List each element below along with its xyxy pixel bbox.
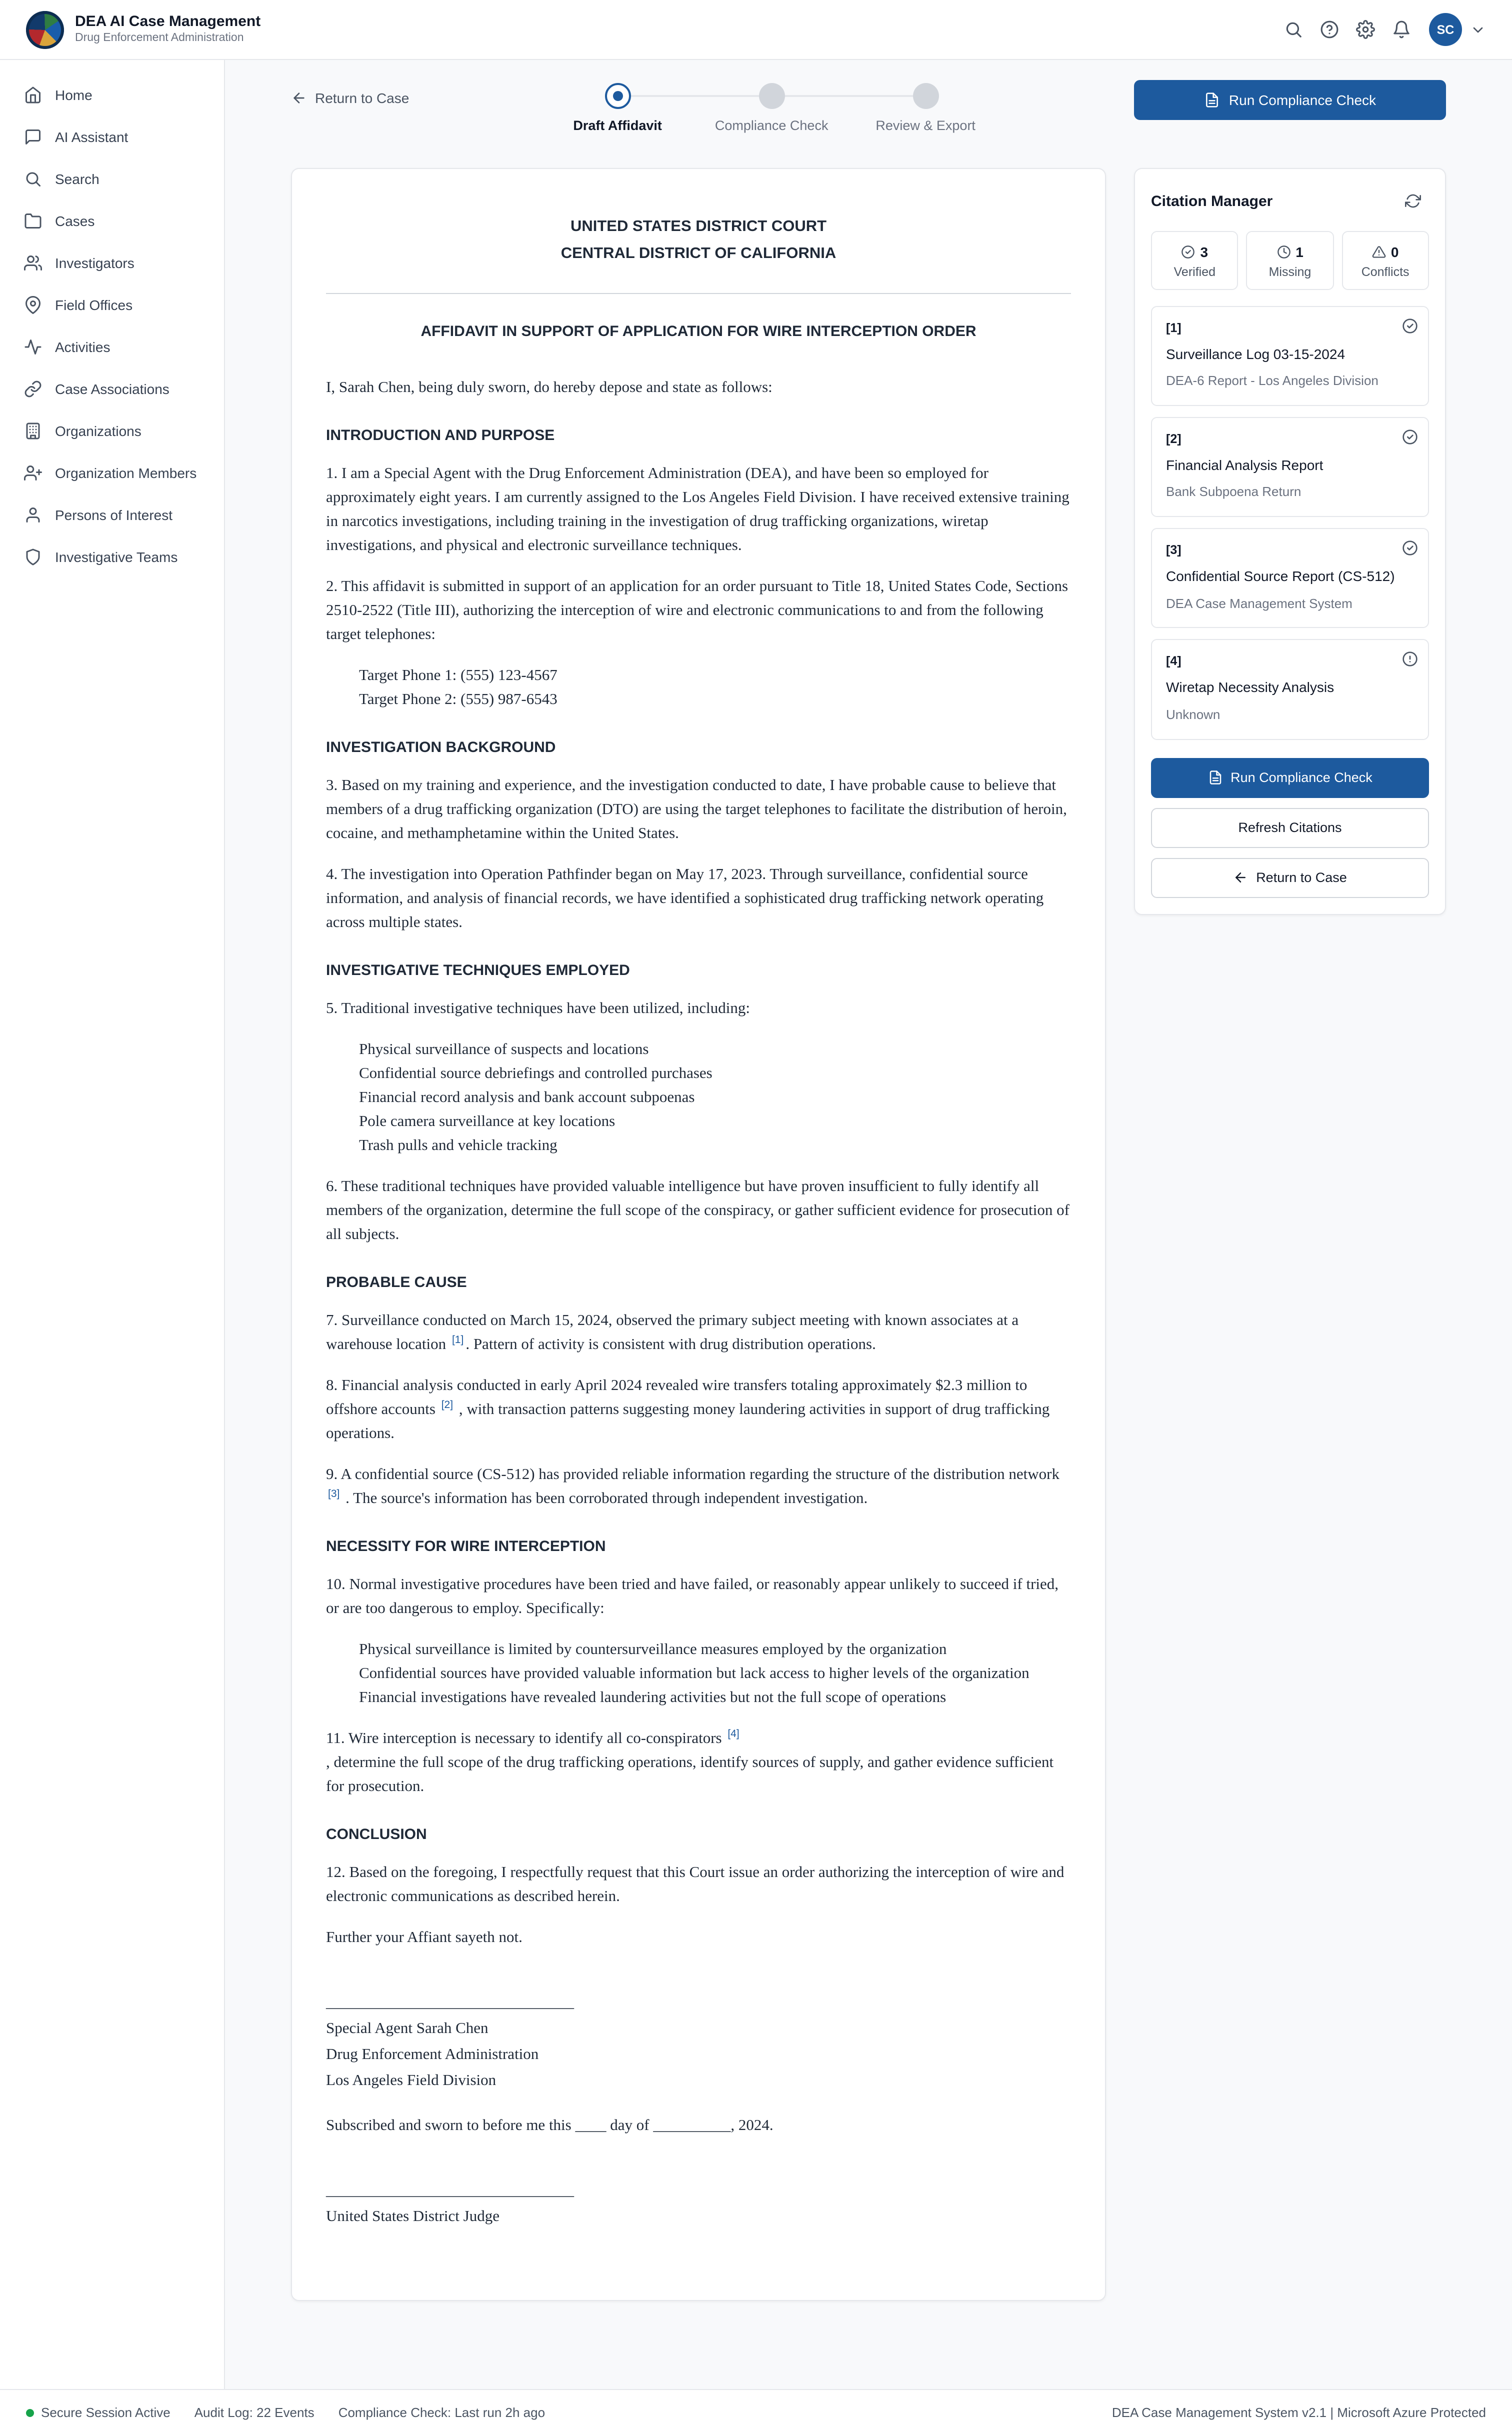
citation-marker[interactable]: [3] — [328, 1488, 340, 1500]
sidebar-item-field-offices[interactable] — [0, 284, 224, 326]
citation-status-missing — [1402, 652, 1418, 672]
home-icon — [24, 86, 42, 104]
citation-title: Wiretap Necessity Analysis — [1166, 679, 1334, 696]
sidebar-item-label: Organization Members — [55, 465, 197, 481]
section-heading: INTRODUCTION AND PURPOSE — [326, 427, 555, 444]
paragraph: 12. Based on the foregoing, I respectfully request that this Court issue an order authorizing the interception of wire and electronic communications as described herein. — [326, 1864, 1064, 1905]
panel-return-to-case-button[interactable] — [1151, 858, 1429, 898]
document-title: AFFIDAVIT IN SUPPORT OF APPLICATION FOR WIRE INTERCEPTION ORDER — [420, 323, 976, 340]
clock-icon — [1276, 245, 1290, 259]
stat-top — [1182, 244, 1208, 260]
section-heading: PROBABLE CAUSE — [326, 1274, 467, 1291]
message-square-icon — [24, 128, 42, 146]
list-item: Physical surveillance is limited by countersurveillance measures employed by the organization — [359, 1641, 947, 1658]
search-icon — [1284, 20, 1302, 39]
citation-manager-title: Citation Manager — [1151, 192, 1273, 210]
citation-manager-card — [1134, 168, 1446, 914]
citation-source: Unknown — [1166, 706, 1220, 722]
section-heading: INVESTIGATIVE TECHNIQUES EMPLOYED — [326, 962, 630, 979]
stepper-connector — [630, 95, 758, 97]
brand — [26, 10, 260, 48]
sidebar-item-label: Field Offices — [55, 297, 133, 313]
paragraph: 7. Surveillance conducted on March 15, 2024, observed the primary subject meeting with known associates at a warehouse location [1] . Pattern of activity is consistent with drug distribution operations. — [326, 1312, 1019, 1353]
secure-session-indicator — [26, 2408, 34, 2416]
stat-top — [1372, 244, 1399, 260]
sidebar-item-label: Case Associations — [55, 381, 170, 397]
step-compliance-check[interactable] — [714, 80, 828, 133]
citation-card[interactable] — [1151, 528, 1429, 628]
citation-ref: [1] — [1166, 321, 1182, 335]
main-row — [0, 60, 1512, 2389]
document-divider — [326, 293, 1071, 294]
sidebar-item-label: Persons of Interest — [55, 507, 173, 523]
refresh-citations-icon-button[interactable] — [1397, 185, 1429, 217]
user-menu-chevron-wrap[interactable] — [1470, 22, 1486, 38]
link-icon — [24, 380, 42, 398]
stat-conflicts — [1342, 231, 1429, 290]
citation-card[interactable] — [1151, 640, 1429, 740]
footer-status-text: Audit Log: 22 Events — [194, 2405, 314, 2420]
panel-return-to-case-label: Return to Case — [1256, 870, 1347, 886]
affidavit-document — [291, 168, 1106, 2301]
user-plus-icon — [24, 464, 42, 482]
refresh-cw-icon — [1405, 193, 1421, 209]
court-lines — [326, 213, 1071, 267]
citation-source: DEA Case Management System — [1166, 596, 1352, 611]
sidebar-item-label: Organizations — [55, 423, 142, 439]
status-bar — [0, 2389, 1512, 2435]
citation-status-verified — [1402, 318, 1418, 339]
arrow-left-icon-wrap — [291, 90, 307, 106]
court-line: UNITED STATES DISTRICT COURT — [570, 218, 827, 235]
court-line: CENTRAL DISTRICT OF CALIFORNIA — [560, 245, 836, 262]
stat-count: 0 — [1390, 244, 1399, 260]
document-list — [326, 1038, 1071, 1158]
alert-circle-icon — [1402, 652, 1418, 668]
citation-marker[interactable]: [2] — [441, 1398, 454, 1411]
footer-status-text: Secure Session Active — [41, 2405, 170, 2420]
paragraph: 1. I am a Special Agent with the Drug Enforcement Administration (DEA), and have been so employed for approximately eight years. I am currently assigned to the Los Angeles Field Division. I have received extensive training in narcotics investigations, including training in the investigation of drug trafficking organizations, wiretap investigations, and physical and electronic surveillance techniques. — [326, 465, 1070, 554]
citation-stats — [1151, 231, 1429, 290]
signature-line: Drug Enforcement Administration — [326, 2046, 539, 2063]
sidebar-item-case-associations[interactable] — [0, 368, 224, 410]
check-circle-icon — [1402, 318, 1418, 334]
dea-seal-logo — [26, 10, 64, 48]
citation-card[interactable] — [1151, 306, 1429, 406]
paragraph: I, Sarah Chen, being duly sworn, do hereby depose and state as follows: — [326, 379, 772, 396]
section-heading: INVESTIGATION BACKGROUND — [326, 739, 556, 756]
citation-title: Confidential Source Report (CS-512) — [1166, 568, 1395, 584]
sidebar-item-label: Investigators — [55, 255, 134, 271]
sidebar-item-label: Home — [55, 87, 92, 103]
stepper-connector — [784, 95, 912, 97]
main-content — [225, 60, 1512, 2389]
file-text-icon — [1204, 92, 1220, 108]
citation-marker[interactable]: [1] — [452, 1334, 464, 1346]
list-item: Pole camera surveillance at key locations — [359, 1113, 616, 1130]
check-circle-icon — [1182, 245, 1196, 259]
step-review-export[interactable] — [876, 80, 976, 133]
sidebar-item-label: Search — [55, 171, 100, 187]
paragraph: 3. Based on my training and experience, and the investigation conducted to date, I have probable cause to believe that members of a drug trafficking organization (DTO) are using the target telephones to facilitate the distribution of heroin, cocaine, and methamphetamine within the United States. — [326, 777, 1067, 842]
sidebar-item-persons-of-interest[interactable] — [0, 494, 224, 536]
brand-text — [75, 12, 260, 46]
search-icon — [24, 170, 42, 188]
signature-line: United States District Judge — [326, 2208, 500, 2225]
citation-ref: [4] — [1166, 654, 1182, 668]
signature-line: ________________________________ — [326, 1994, 574, 2011]
sidebar-nav — [0, 60, 225, 2389]
map-pin-icon — [24, 296, 42, 314]
header-search-button[interactable] — [1277, 14, 1309, 46]
signature-block — [326, 2178, 1071, 2230]
paragraph: 11. Wire interception is necessary to identify all co-conspirators [4] , determine the full scope of the drug trafficking operations, identify sources of supply, and gather evidence sufficient for prosecution. — [326, 1728, 1054, 1795]
list-item: Trash pulls and vehicle tracking — [359, 1137, 558, 1154]
app-title: DEA AI Case Management — [75, 12, 261, 30]
footer-status-0 — [26, 2405, 170, 2420]
citation-list — [1151, 306, 1429, 740]
panel-run-compliance-label: Run Compliance Check — [1230, 770, 1372, 786]
step-draft-affidavit[interactable] — [573, 80, 662, 133]
alert-triangle-icon — [1372, 245, 1386, 259]
signature-line: Special Agent Sarah Chen — [326, 2020, 488, 2037]
paragraph: 9. A confidential source (CS-512) has provided reliable information regarding the structure of the distribution network [3] . The source's information has been corroborated through independent investigation. — [326, 1466, 1060, 1507]
sidebar-item-cases[interactable] — [0, 200, 224, 242]
app-subtitle: Drug Enforcement Administration — [75, 32, 244, 44]
settings-icon — [1356, 20, 1374, 39]
paragraph: Further your Affiant sayeth not. — [326, 1929, 522, 1946]
run-compliance-check-button[interactable] — [1134, 80, 1446, 120]
header-help-circle-button[interactable] — [1313, 14, 1345, 46]
list-item: Physical surveillance of suspects and locations — [359, 1041, 649, 1058]
users-icon — [24, 254, 42, 272]
citation-marker[interactable]: [4] — [728, 1728, 740, 1740]
sidebar-item-search[interactable] — [0, 158, 224, 200]
step-label: Compliance Check — [714, 118, 828, 133]
footer-status-1 — [194, 2405, 314, 2420]
arrow-left-icon — [291, 90, 307, 106]
list-item: Financial record analysis and bank account subpoenas — [359, 1089, 695, 1106]
app-header — [0, 0, 1512, 60]
stat-top — [1276, 244, 1304, 260]
paragraph: 8. Financial analysis conducted in early April 2024 revealed wire transfers totaling approximately $2.3 million to offshore accounts [2] , with transaction patterns suggesting money laundering activities in support of drug trafficking operations. — [326, 1377, 1050, 1442]
header-actions-group — [1277, 13, 1486, 46]
panel-run-compliance-check-button[interactable] — [1151, 758, 1429, 798]
header-actions — [1277, 14, 1417, 46]
arrow-left-icon — [1233, 870, 1248, 885]
file-text-icon-wrap — [1204, 92, 1220, 108]
stat-count: 1 — [1296, 244, 1304, 260]
list-item: Financial investigations have revealed laundering activities but not the full scope of operations — [359, 1689, 946, 1706]
section-heading: NECESSITY FOR WIRE INTERCEPTION — [326, 1538, 606, 1555]
return-to-case-link[interactable] — [291, 90, 409, 106]
sidebar-item-label: Cases — [55, 213, 95, 229]
activity-icon — [24, 338, 42, 356]
stat-label: Missing — [1268, 265, 1312, 279]
citation-status-verified — [1402, 429, 1418, 450]
step-indicator — [604, 83, 630, 109]
signature-block — [326, 1990, 1071, 2094]
step-indicator — [912, 83, 938, 109]
paragraph: 4. The investigation into Operation Pathfinder began on May 17, 2023. Through surveillance, confidential source information, and analysis of financial records, we have identified a sophisticated drug trafficking network operating across multiple states. — [326, 866, 1044, 931]
stat-count: 3 — [1200, 244, 1208, 260]
sidebar-item-investigators[interactable] — [0, 242, 224, 284]
sidebar-item-organization-members[interactable] — [0, 452, 224, 494]
chevron-down-icon — [1470, 22, 1486, 38]
step-indicator — [758, 83, 784, 109]
stat-verified — [1151, 231, 1238, 290]
list-item: Target Phone 1: (555) 123-4567 — [359, 667, 558, 684]
stepper-container — [409, 80, 1134, 138]
sidebar-item-label: AI Assistant — [55, 129, 128, 145]
stepper — [573, 80, 976, 138]
folder-icon — [24, 212, 42, 230]
status-bar-left — [26, 2405, 545, 2420]
paragraph: Subscribed and sworn to before me this ____ day of __________, 2024. — [326, 2117, 774, 2134]
citation-status-verified — [1402, 540, 1418, 562]
citation-source: Bank Subpoena Return — [1166, 484, 1302, 500]
citation-card[interactable] — [1151, 417, 1429, 517]
paragraph: 10. Normal investigative procedures have been tried and have failed, or reasonably appear unlikely to succeed if tried, or are too dangerous to employ. Specifically: — [326, 1576, 1059, 1617]
citation-ref: [3] — [1166, 543, 1182, 558]
stat-label: Conflicts — [1361, 265, 1410, 279]
document-list — [326, 1638, 1071, 1710]
sidebar-item-label: Investigative Teams — [55, 549, 178, 565]
bell-icon — [1392, 20, 1410, 39]
list-item: Target Phone 2: (555) 987-6543 — [359, 691, 558, 708]
sidebar-item-ai-assistant[interactable] — [0, 116, 224, 158]
stat-missing — [1246, 231, 1334, 290]
paragraph: 2. This affidavit is submitted in support of an application for an order pursuant to Title 18, United States Code, Sections 2510-2522 (Title III), authorizing the interception of wire and electronic communications to and from the following target telephones: — [326, 578, 1068, 643]
step-label: Review & Export — [876, 118, 976, 133]
footer-status-text: Compliance Check: Last run 2h ago — [338, 2405, 546, 2420]
check-circle-icon — [1402, 429, 1418, 445]
building-icon — [24, 422, 42, 440]
footer-status-2 — [338, 2405, 545, 2420]
paragraph: 5. Traditional investigative techniques have been utilized, including: — [326, 1000, 750, 1017]
run-compliance-check-label: Run Compliance Check — [1228, 92, 1376, 108]
citation-ref: [2] — [1166, 432, 1182, 446]
stat-label: Verified — [1174, 265, 1216, 279]
user-avatar[interactable]: SC — [1429, 13, 1462, 46]
signature-line: Los Angeles Field Division — [326, 2072, 496, 2089]
document-list — [326, 664, 1071, 712]
header-settings-button[interactable] — [1349, 14, 1381, 46]
user-icon — [24, 506, 42, 524]
list-item: Confidential source debriefings and controlled purchases — [359, 1065, 712, 1082]
arrow-left-icon-wrap-2 — [1233, 870, 1248, 885]
citation-title: Surveillance Log 03-15-2024 — [1166, 346, 1346, 362]
citation-source: DEA-6 Report - Los Angeles Division — [1166, 373, 1378, 388]
status-bar-right: DEA Case Management System v2.1 | Microsoft Azure Protected — [1112, 2405, 1486, 2420]
sidebar-item-investigative-teams[interactable] — [0, 536, 224, 578]
signature-line: ________________________________ — [326, 2182, 574, 2199]
sidebar-item-activities[interactable] — [0, 326, 224, 368]
citation-title: Financial Analysis Report — [1166, 457, 1324, 474]
sidebar-item-label: Activities — [55, 339, 110, 355]
list-item: Confidential sources have provided valuable information but lack access to higher levels of the organization — [359, 1665, 1030, 1682]
section-heading: CONCLUSION — [326, 1826, 427, 1843]
content-row — [291, 168, 1446, 2301]
document-body — [326, 376, 1071, 2230]
help-circle-icon — [1320, 20, 1338, 39]
file-text-icon — [1208, 770, 1222, 785]
sidebar-item-organizations[interactable] — [0, 410, 224, 452]
file-text-icon-wrap-2 — [1208, 770, 1222, 785]
refresh-citations-label: Refresh Citations — [1238, 820, 1342, 836]
citation-manager-header — [1151, 185, 1429, 217]
paragraph: 6. These traditional techniques have provided valuable intelligence but have proven insufficient to fully identify all members of the organization, determine the full scope of the conspiracy, or gather sufficient evidence for prosecution of all subjects. — [326, 1178, 1070, 1243]
shield-icon — [24, 548, 42, 566]
toolbar — [291, 80, 1446, 138]
check-circle-icon — [1402, 540, 1418, 556]
return-to-case-label: Return to Case — [315, 90, 410, 106]
sidebar-item-home[interactable] — [0, 74, 224, 116]
citation-panel — [1134, 168, 1446, 914]
step-label: Draft Affidavit — [573, 118, 662, 133]
header-bell-button[interactable] — [1385, 14, 1417, 46]
refresh-citations-button[interactable] — [1151, 808, 1429, 848]
